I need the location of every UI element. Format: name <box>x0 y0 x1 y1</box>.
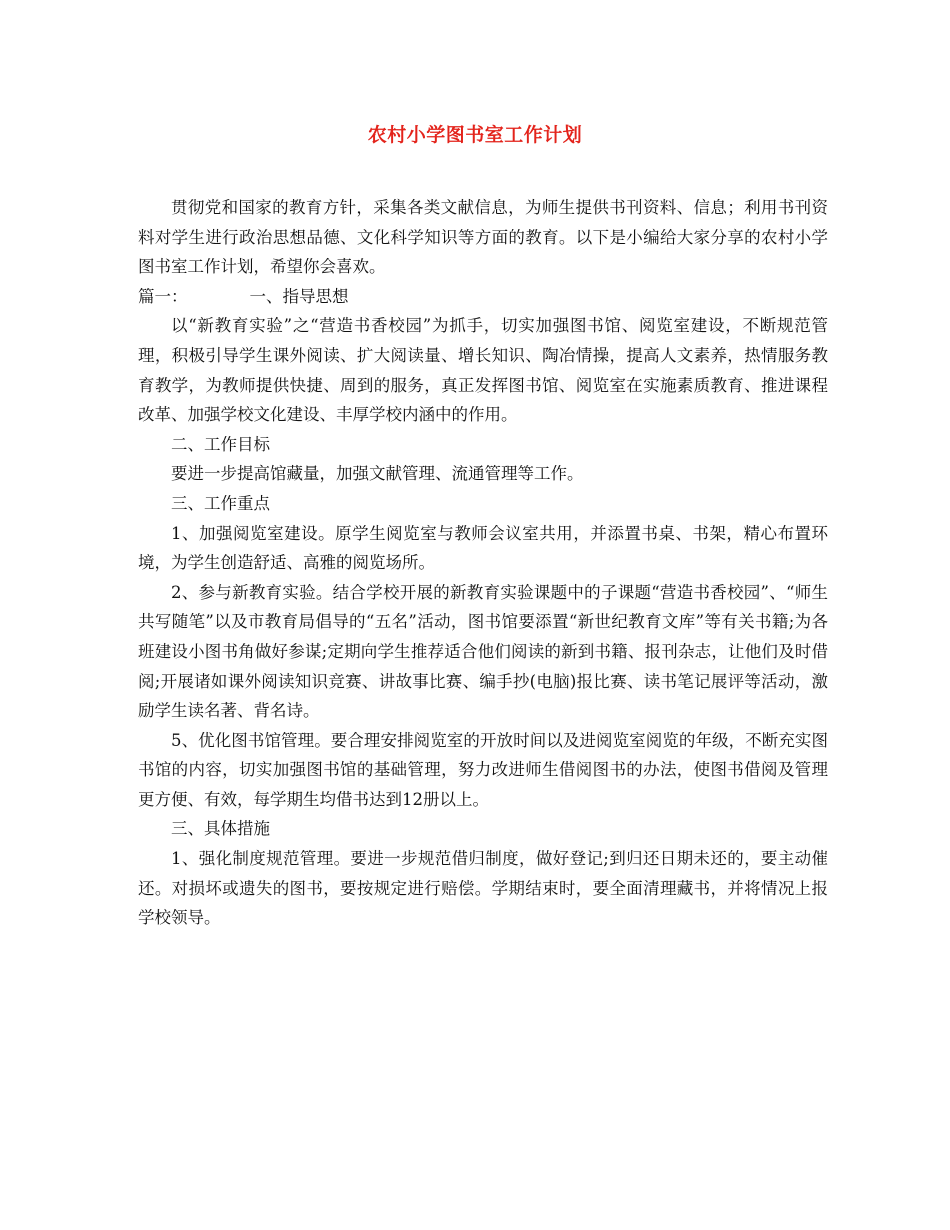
measure1-paragraph: 1、强化制度规范管理。要进一步规范借归制度，做好登记;到归还日期未还的，要主动催还。对损坏或遗失的图书，要按规定进行赔偿。学期结束时，要全面清理藏书，并将情况上报学校领导。 <box>138 849 828 928</box>
document-body <box>138 193 828 933</box>
section2-paragraph: 要进一步提高馆藏量，加强文献管理、流通管理等工作。 <box>171 464 584 484</box>
part-label: 篇一： <box>138 286 188 306</box>
document-title: 农村小学图书室工作计划 <box>367 124 583 146</box>
section2-heading: 二、工作目标 <box>171 434 270 454</box>
section1-paragraph: 以“新教育实验”之“营造书香校园”为抓手，切实加强图书馆、阅览室建设，不断规范管理，积极引导学生课外阅读、扩大阅读量、增长知识、陶冶情操，提高人文素养，热情服务教育教学，为教师提供快捷、周到的服务，真正发挥图书馆、阅览室在实施素质教育、推进课程改革、加强学校文化建设、丰厚学校内涵中的作用。 <box>138 316 828 425</box>
item2-paragraph: 2、参与新教育实验。结合学校开展的新教育实验课题中的子课题“营造书香校园”、“师生共写随笔”以及市教育局倡导的“五名”活动，图书馆要添置“新世纪教育文库”等有关书籍;为各班建设小图书角做好参谋;定期向学生推荐适合他们阅读的新到书籍、报刊杂志，让他们及时借阅;开展诸如课外阅读知识竞赛、讲故事比赛、编手抄(电脑)报比赛、读书笔记展评等活动，激励学生读名著、背名诗。 <box>138 582 828 721</box>
section3-heading: 三、工作重点 <box>171 493 270 513</box>
section1-heading: 一、指导思想 <box>249 286 349 306</box>
intro-paragraph: 贯彻党和国家的教育方针，采集各类文献信息，为师生提供书刊资料、信息；利用书刊资料对学生进行政治思想品德、文化科学知识等方面的教育。以下是小编给大家分享的农村小学图书室工作计划，希望你会喜欢。 <box>138 198 828 277</box>
part-heading-line <box>138 282 828 312</box>
item1-paragraph: 1、加强阅览室建设。原学生阅览室与教师会议室共用，并添置书桌、书架，精心布置环境，为学生创造舒适、高雅的阅览场所。 <box>138 523 828 573</box>
item5-paragraph: 5、优化图书馆管理。要合理安排阅览室的开放时间以及进阅览室阅览的年级，不断充实图书馆的内容，切实加强图书馆的基础管理，努力改进师生借阅图书的办法，使图书借阅及管理更方便、有效，每学期生均借书达到12册以上。 <box>138 730 828 809</box>
section4-heading: 三、具体措施 <box>171 819 270 839</box>
